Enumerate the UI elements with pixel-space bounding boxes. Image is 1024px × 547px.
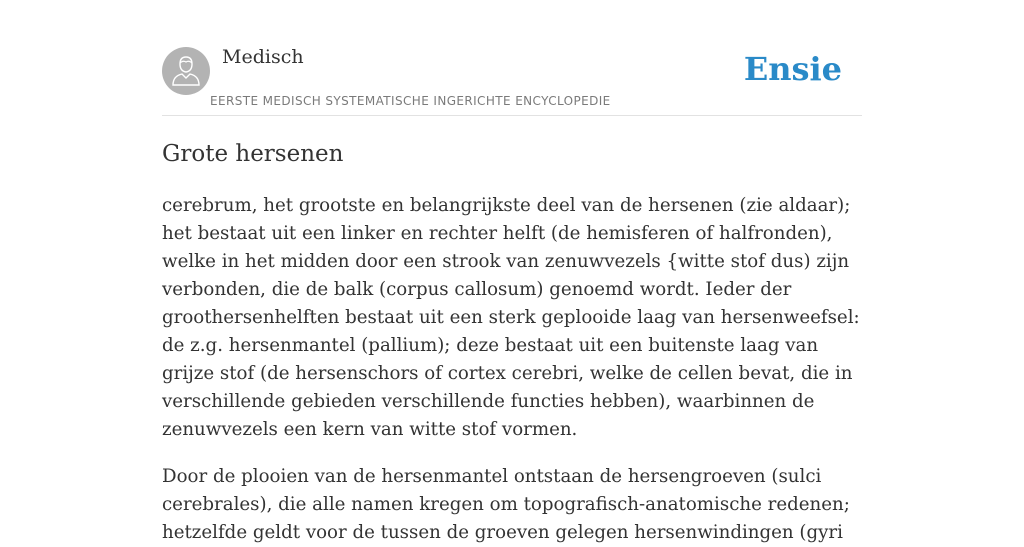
article-paragraph: Door de plooien van de hersenmantel ontstaan de hersengroeven (sulci cerebrales), die alle namen kregen om topografisch-anatomische redenen; hetzelfde geldt voor de tussen de groeven gelegen hersenwindingen (gyri [162,466,850,543]
article-title: Grote hersenen [162,141,344,167]
site-header [162,0,862,116]
site-name[interactable]: Medisch [222,46,304,68]
avatar[interactable] [162,47,210,95]
user-icon [162,47,210,95]
brand-logo[interactable]: Ensie [743,50,842,88]
article-paragraph: cerebrum, het grootste en belangrijkste deel van de hersenen (zie aldaar); het bestaat uit een linker en rechter helft (de hemisferen of halfronden), welke in het midden door een strook van zenuwvezels {witte stof dus) zijn verbonden, die de balk (corpus callosum) genoemd wordt. Ieder der groothersenhelften bestaat uit een sterk geplooide laag van hersenweefsel: de z.g. hersenmantel (pallium); deze bestaat uit een buitenste laag van grijze stof (de hersenschors of cortex cerebri, welke de cellen bevat, die in verschillende gebieden verschillende functies hebben), waarbinnen de zenuwvezels een kern van witte stof vormen. [162,195,860,440]
site-subtitle: EERSTE MEDISCH SYSTEMATISCHE INGERICHTE ENCYCLOPEDIE [210,94,611,108]
article [162,138,862,547]
